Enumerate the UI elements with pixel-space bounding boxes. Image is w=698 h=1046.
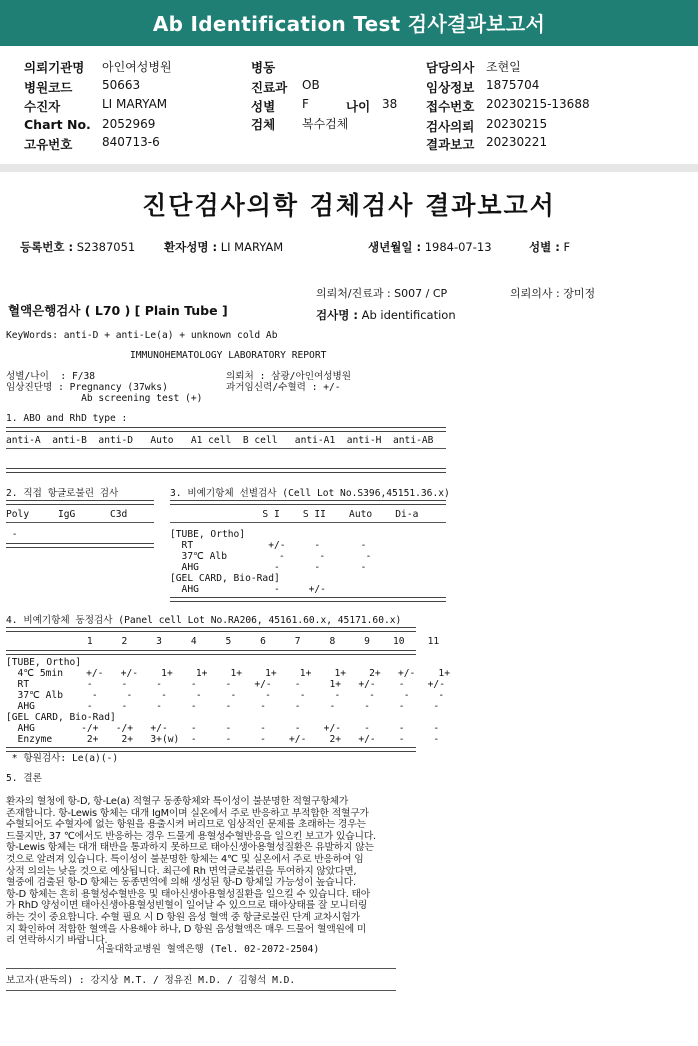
conclusion-line: 항-D 항체는 흔히 용혈성수혈반응 및 태아신생아용혈성질환을 일으킬 수 있습니다. 태아 bbox=[6, 888, 371, 900]
conclusion-line: 상적 의의는 낮을 것으로 예상됩니다. 최근에 Rh 면역글로불린을 투여하지 않았다면, bbox=[6, 865, 357, 877]
exam-name: 혈액은행검사 ( L70 ) [ Plain Tube ] bbox=[8, 303, 228, 318]
section-divider bbox=[0, 164, 698, 172]
conclusion-line: 혈중에 검출된 항-D 항체는 동종면역에 의해 생성된 항-D 항체일 가능성이 높습니다. bbox=[6, 877, 356, 889]
conclusion-line: 존재합니다. 항-Lewis 항체는 대개 IgM이며 실온에서 주로 반응하고 부적합한 적혈구가 bbox=[6, 807, 369, 819]
screen-header: S I S II Auto Di-a bbox=[170, 509, 419, 520]
lab-header: IMMUNOHEMATOLOGY LABORATORY REPORT bbox=[130, 350, 327, 361]
report-title: 진단검사의학 검체검사 결과보고서 bbox=[142, 191, 556, 220]
screen-row: AHG - - - bbox=[170, 562, 367, 573]
panel-row: [TUBE, Ortho] bbox=[6, 657, 82, 668]
conclusion-line: 하는 것이 중요합니다. 수혈 필요 시 D 항원 음성 혈액 중 항글로불린 단계 교차시험가 bbox=[6, 911, 360, 923]
patient-name-value: LI MARYAM bbox=[220, 240, 284, 254]
patient-name-label: 환자성명 : bbox=[164, 240, 218, 254]
screen-title: 3. 비예기항체 선별검사 (Cell Lot No.S396,45151.36.x) bbox=[170, 488, 450, 499]
requester-line: 의뢰의사 : 장미정 bbox=[510, 287, 596, 300]
history-line: 과거임신력/수혈력 : +/- bbox=[226, 382, 341, 393]
divider bbox=[170, 522, 446, 523]
divider bbox=[6, 747, 416, 752]
chart-no-value: 2052969 bbox=[102, 117, 156, 131]
panel-header: 1 2 3 4 5 6 7 8 9 10 11 bbox=[6, 636, 440, 647]
sex-age-line: 성별/나이 : F/38 bbox=[6, 371, 96, 382]
patient-label: 수진자 bbox=[24, 99, 61, 114]
divider bbox=[6, 650, 416, 655]
result-report-value: 20230221 bbox=[486, 135, 548, 149]
hospital-label: 의뢰기관명 bbox=[24, 60, 85, 75]
conclusion-line: 가 RhD 양성이면 태아신생아용혈성빈혈이 일어날 수 있으므로 태아상태를 잘 모니터링 bbox=[6, 900, 368, 912]
dat-title: 2. 직접 항글로불린 검사 bbox=[6, 488, 119, 499]
divider bbox=[170, 500, 446, 505]
doctor-label: 담당의사 bbox=[426, 60, 475, 75]
panel-row: [GEL CARD, Bio-Rad] bbox=[6, 712, 116, 723]
unique-no-value: 840713-6 bbox=[102, 135, 160, 149]
divider bbox=[170, 597, 446, 602]
doctor-value: 조현일 bbox=[486, 60, 521, 74]
clinical-info-label: 임상정보 bbox=[426, 80, 475, 95]
panel-row: Enzyme 2+ 2+ 3+(w) - - - +/- 2+ +/- - - bbox=[6, 734, 440, 745]
divider bbox=[6, 427, 446, 432]
age-value: 38 bbox=[382, 97, 398, 111]
conclusion-line: 항-Lewis 항체는 대개 태반을 통과하지 못하므로 태아신생아용혈성질환은 유발하지 않는 bbox=[6, 842, 374, 854]
report-sex-label: 성별 : bbox=[529, 240, 560, 254]
reg-no-value: S2387051 bbox=[76, 240, 136, 254]
ward-label: 병동 bbox=[251, 60, 276, 75]
abo-title: 1. ABO and RhD type : bbox=[6, 413, 128, 424]
dat-header: Poly IgG C3d bbox=[6, 509, 128, 520]
age-label: 나이 bbox=[346, 99, 371, 114]
divider bbox=[6, 500, 154, 505]
divider bbox=[6, 990, 396, 991]
blood-bank-line: 서울대학교병원 혈액은행 (Tel. 02-2072-2504) bbox=[96, 944, 320, 955]
divider bbox=[6, 968, 396, 969]
panel-title: 4. 비예기항체 동정검사 (Panel cell Lot No.RA206, 45161.60.x, 45171.60.x) bbox=[6, 615, 402, 626]
report-document bbox=[0, 172, 698, 1046]
panel-row: AHG -/+ -/+ +/- - - - - +/- - - - bbox=[6, 723, 440, 734]
screen-row: [TUBE, Ortho] bbox=[170, 529, 246, 540]
conclusion-title: 5. 결론 bbox=[6, 773, 42, 784]
divider bbox=[6, 468, 446, 473]
test-request-value: 20230215 bbox=[486, 117, 548, 131]
diagnosis-line-1: 임상진단명 : Pregnancy (37wks) bbox=[6, 382, 168, 393]
screen-row: [GEL CARD, Bio-Rad] bbox=[170, 573, 280, 584]
conclusion-text bbox=[6, 796, 696, 947]
divider bbox=[6, 627, 416, 632]
department-value: OB bbox=[302, 78, 320, 92]
result-report-label: 결과보고 bbox=[426, 137, 475, 152]
chart-no-label: Chart No. bbox=[24, 117, 91, 132]
hospital-value: 아인여성병원 bbox=[102, 60, 172, 74]
screen-row: RT +/- - - bbox=[170, 540, 367, 551]
receipt-no-label: 접수번호 bbox=[426, 99, 475, 114]
hospital-code-label: 병원코드 bbox=[24, 80, 73, 95]
diagnosis-line-2: Ab screening test (+) bbox=[6, 393, 203, 404]
divider bbox=[6, 448, 446, 449]
birth-value: 1984-07-13 bbox=[424, 240, 492, 254]
divider bbox=[6, 522, 154, 523]
conclusion-line: 리 연락하시기 바랍니다. bbox=[6, 935, 108, 947]
conclusion-line: 환자의 혈청에 항-D, 항-Le(a) 적혈구 동종항체와 특이성이 불분명한 적혈구항체가 bbox=[6, 796, 349, 807]
exam-label: 검사명 : bbox=[316, 308, 358, 322]
banner-title: Ab Identification Test 검사결과보고서 bbox=[152, 12, 546, 36]
requester-detail: 의뢰처 : 삼광/아인여성병원 bbox=[226, 371, 352, 382]
receipt-no-value: 20230215-13688 bbox=[486, 97, 590, 111]
antigen-result: * 항원검사: Le(a)(-) bbox=[6, 753, 119, 764]
conclusion-line: 드물지만, 37 ℃에서도 반응하는 경우 드물게 용혈성수혈반응을 일으킨 보고가 있습니다. bbox=[6, 830, 376, 842]
conclusion-line: 지 확인하여 적합한 혈액을 사용해야 하나, D 항원 음성혈액은 매우 드물어 혈액원에 미 bbox=[6, 923, 367, 935]
birth-label: 생년월일 : bbox=[368, 240, 422, 254]
unique-no-label: 고유번호 bbox=[24, 137, 73, 152]
department-label: 진료과 bbox=[251, 80, 288, 95]
test-request-label: 검사의뢰 bbox=[426, 119, 475, 134]
clinical-info-value: 1875704 bbox=[486, 78, 540, 92]
patient-info-panel bbox=[0, 46, 698, 164]
panel-row: 37℃ Alb - - - - - - - - - - - bbox=[6, 690, 445, 701]
panel-row: 4℃ 5min +/- +/- 1+ 1+ 1+ 1+ 1+ 1+ 2+ +/- 1+ bbox=[6, 668, 450, 679]
exam-value: Ab identification bbox=[361, 308, 456, 322]
abo-header: anti-A anti-B anti-D Auto A1 cell B cell anti-A1 anti-H anti-AB bbox=[6, 435, 434, 446]
patient-value: LI MARYAM bbox=[102, 97, 168, 111]
keywords: KeyWords: anti-D + anti-Le(a) + unknown cold Ab bbox=[6, 330, 278, 341]
reg-no-label: 등록번호 : bbox=[20, 240, 74, 254]
conclusion-line: 것으로 알려져 있습니다. 특이성이 불분명한 항체는 4℃ 및 실온에서 주로 반응하여 임 bbox=[6, 853, 364, 865]
report-sex-value: F bbox=[563, 240, 571, 254]
conclusion-line: 수혈되어도 수혈자에 없는 항원을 용출시켜 버리므로 임상적인 문제를 초래하는 경우는 bbox=[6, 819, 366, 831]
hospital-code-value: 50663 bbox=[102, 78, 141, 92]
reporter-line: 보고자(판독의) : 강지상 M.T. / 정유진 M.D. / 김형석 M.D. bbox=[6, 975, 296, 986]
specimen-value: 복수검체 bbox=[302, 117, 349, 131]
panel-row: RT - - - - - +/- - 1+ +/- - +/- bbox=[6, 679, 445, 690]
screen-row: AHG - +/- bbox=[170, 584, 326, 595]
divider bbox=[6, 543, 154, 548]
dat-values: - bbox=[6, 529, 18, 540]
dept-line: 의뢰처/진료과 : S007 / CP bbox=[316, 287, 448, 300]
panel-row: AHG - - - - - - - - - - - bbox=[6, 701, 440, 712]
sex-value: F bbox=[302, 97, 309, 111]
screen-row: 37℃ Alb - - - bbox=[170, 551, 372, 562]
title-banner bbox=[0, 0, 698, 46]
specimen-label: 검체 bbox=[251, 117, 276, 132]
sex-label: 성별 bbox=[251, 99, 276, 114]
